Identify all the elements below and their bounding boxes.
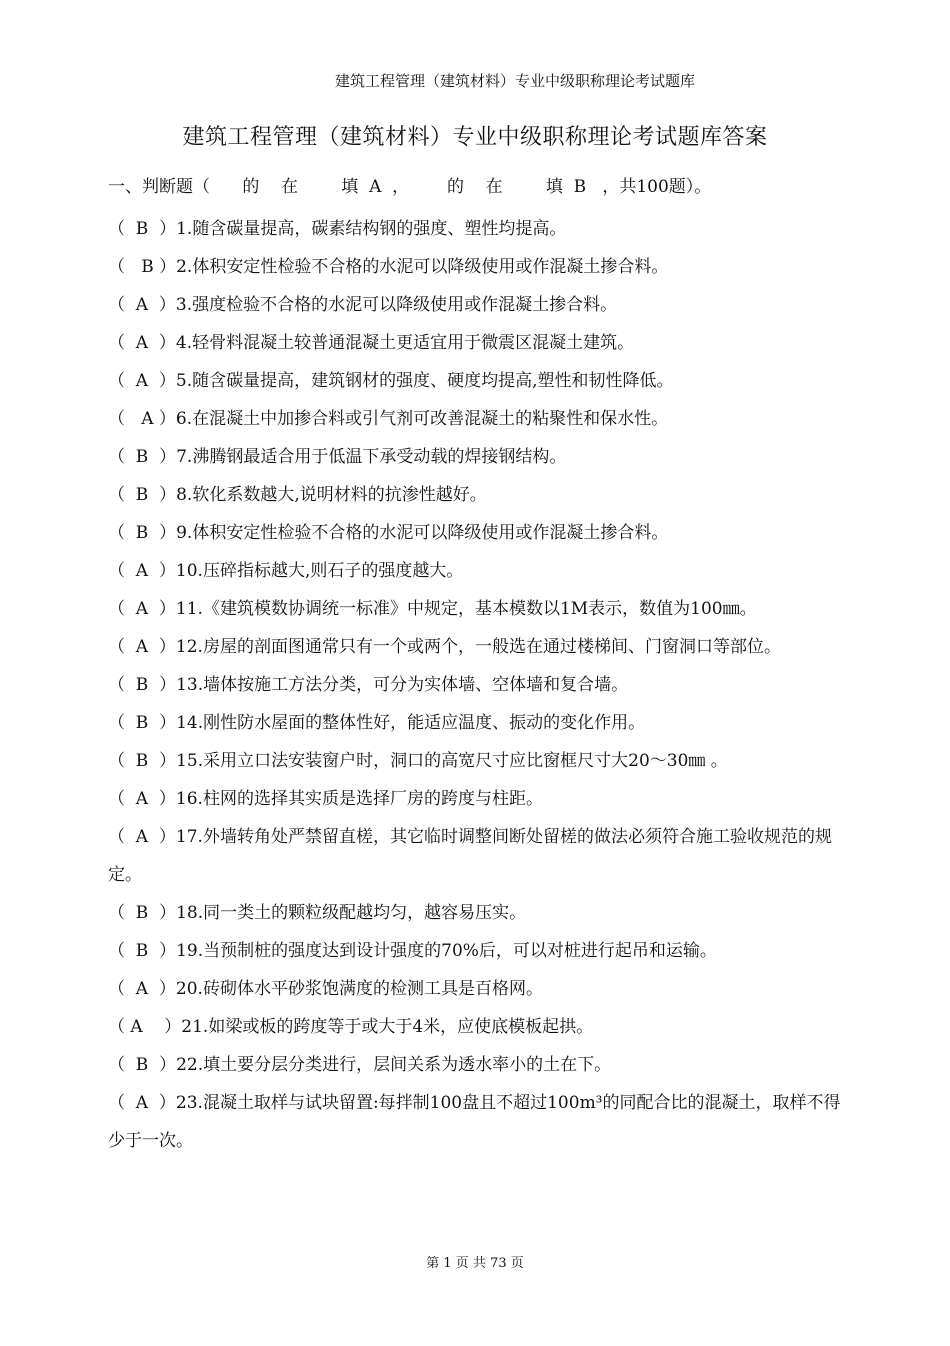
question-text: 6.在混凝土中加掺合料或引气剂可改善混凝土的粘聚性和保水性。 <box>175 409 669 429</box>
answer-mark: （ B ） <box>108 257 177 277</box>
question-text: 4.轻骨料混凝土较普通混凝土更适宜用于微震区混凝土建筑。 <box>175 333 635 353</box>
question-item <box>108 210 850 248</box>
question-item <box>108 400 850 438</box>
answer-mark: （ A ） <box>108 979 176 999</box>
question-item <box>108 514 850 552</box>
question-text: 3.强度检验不合格的水泥可以降级使用或作混凝土掺合料。 <box>175 295 618 315</box>
answer-mark: （ B ） <box>108 751 177 771</box>
question-item <box>108 1046 850 1084</box>
answer-mark: （ B ） <box>108 1055 177 1075</box>
answer-mark: （ A ） <box>108 1093 176 1113</box>
section-heading: 一、判断题（ 的 在 填 A ， 的 在 填 B ，共100题）。 <box>108 177 712 197</box>
question-text: 1.随含碳量提高，碳素结构钢的强度、塑性均提高。 <box>176 219 567 239</box>
running-header: 建筑工程管理（建筑材料）专业中级职称理论考试题库 <box>334 72 695 90</box>
question-item <box>108 628 850 666</box>
question-text: 12.房屋的剖面图通常只有一个或两个，一般选在通过楼梯间、门窗洞口等部位。 <box>175 637 781 657</box>
question-item <box>108 476 850 514</box>
question-item <box>108 286 850 324</box>
question-item <box>108 970 850 1008</box>
answer-mark: （ B ） <box>108 219 177 239</box>
question-text: 16.柱网的选择其实质是选择厂房的跨度与柱距。 <box>175 789 543 809</box>
question-item <box>108 590 850 628</box>
question-item <box>108 818 850 894</box>
answer-mark: （ B ） <box>108 447 177 467</box>
question-text: 17.外墙转角处严禁留直槎，其它临时调整间断处留槎的做法必须符合施工验收规范的规定。 <box>108 827 832 885</box>
question-text: 11.《建筑模数协调统一标准》中规定，基本模数以1M表示，数值为100㎜。 <box>175 599 757 619</box>
question-text: 22.填土要分层分类进行，层间关系为透水率小的土在下。 <box>176 1055 612 1075</box>
answer-mark: （ B ） <box>108 485 177 505</box>
answer-mark: （ A ） <box>108 599 176 619</box>
question-item <box>108 704 850 742</box>
question-item <box>108 362 850 400</box>
question-item <box>108 248 850 286</box>
question-text: 9.体积安定性检验不合格的水泥可以降级使用或作混凝土掺合料。 <box>176 523 669 543</box>
question-text: 20.砖砌体水平砂浆饱满度的检测工具是百格网。 <box>175 979 543 999</box>
question-text: 10.压碎指标越大,则石子的强度越大。 <box>175 561 464 581</box>
answer-mark: （ B ） <box>108 941 177 961</box>
question-item <box>108 324 850 362</box>
page-number: 第 1 页 共 73 页 <box>426 1256 524 1271</box>
question-item <box>108 1008 850 1046</box>
question-item <box>108 1084 850 1160</box>
question-text: 7.沸腾钢最适合用于低温下承受动载的焊接钢结构。 <box>176 447 567 467</box>
answer-mark: （ B ） <box>108 523 177 543</box>
answer-mark: （ B ） <box>108 675 177 695</box>
question-text: 21.如梁或板的跨度等于或大于4米，应使底模板起拱。 <box>181 1017 594 1037</box>
question-text: 14.刚性防水屋面的整体性好，能适应温度、振动的变化作用。 <box>176 713 646 733</box>
question-item <box>108 552 850 590</box>
question-item <box>108 666 850 704</box>
answer-mark: （ A ） <box>108 1017 182 1037</box>
answer-mark: （ A ） <box>108 409 176 429</box>
question-text: 8.软化系数越大,说明材料的抗渗性越好。 <box>176 485 487 505</box>
question-list <box>108 210 850 1160</box>
answer-mark: （ A ） <box>108 371 176 391</box>
question-item <box>108 780 850 818</box>
answer-mark: （ A ） <box>108 295 176 315</box>
answer-mark: （ A ） <box>108 789 176 809</box>
question-text: 2.体积安定性检验不合格的水泥可以降级使用或作混凝土掺合料。 <box>176 257 669 277</box>
answer-mark: （ B ） <box>108 713 177 733</box>
page-title: 建筑工程管理（建筑材料）专业中级职称理论考试题库答案 <box>182 125 768 150</box>
answer-mark: （ A ） <box>108 333 176 353</box>
question-text: 15.采用立口法安装窗户时，洞口的高宽尺寸应比窗框尺寸大20～30㎜ 。 <box>176 751 728 771</box>
question-item <box>108 894 850 932</box>
question-item <box>108 932 850 970</box>
question-item <box>108 438 850 476</box>
answer-mark: （ B ） <box>108 903 177 923</box>
question-text: 13.墙体按施工方法分类，可分为实体墙、空体墙和复合墙。 <box>176 675 629 695</box>
question-text: 18.同一类土的颗粒级配越均匀，越容易压实。 <box>176 903 527 923</box>
answer-mark: （ A ） <box>108 637 176 657</box>
question-item <box>108 742 850 780</box>
answer-mark: （ A ） <box>108 827 176 847</box>
question-text: 23.混凝土取样与试块留置:每拌制100盘且不超过100m³的同配合比的混凝土，取样不得少于一次。 <box>108 1093 841 1151</box>
answer-mark: （ A ） <box>108 561 176 581</box>
question-text: 19.当预制桩的强度达到设计强度的70%后，可以对桩进行起吊和运输。 <box>176 941 717 961</box>
question-text: 5.随含碳量提高，建筑钢材的强度、硬度均提高,塑性和韧性降低。 <box>175 371 674 391</box>
